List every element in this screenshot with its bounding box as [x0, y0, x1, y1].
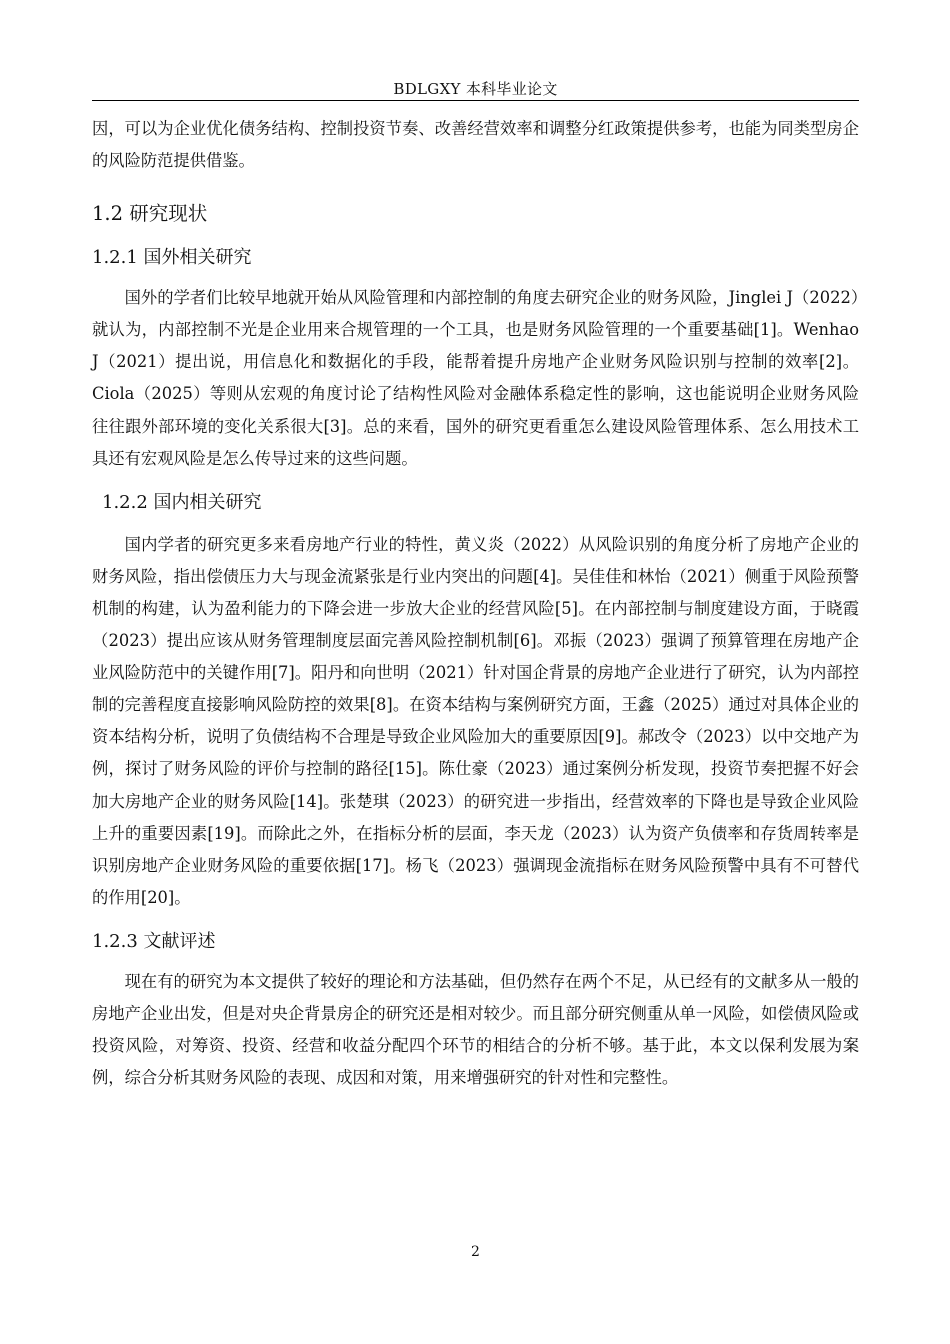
page-content [92, 113, 859, 1094]
subsection-heading-1-2-2: 1.2.2 国内相关研究 [102, 491, 262, 513]
page-number: 2 [471, 1244, 480, 1260]
paragraph-foreign-research: 国外的学者们比较早地就开始从风险管理和内部控制的角度去研究企业的财务风险，Jinglei J（2022）就认为，内部控制不光是企业用来合规管理的一个工具，也是财务风险管理的一个重要基础[1]。Wenhao J（2021）提出说，用信息化和数据化的手段，能帮着提升房地产企业财务风险识别与控制的效率[2]。Ciola（2025）等则从宏观的角度讨论了结构性风险对金融体系稳定性的影响，这也能说明企业财务风险往往跟外部环境的变化关系很大[3]。总的来看，国外的研究更看重怎么建设风险管理体系、怎么用技术工具还有宏观风险是怎么传导过来的这些问题。 [92, 288, 859, 468]
paragraph-literature-review: 现在有的研究为本文提供了较好的理论和方法基础，但仍然存在两个不足，从已经有的文献多从一般的房地产企业出发，但是对央企背景房企的研究还是相对较少。而且部分研究侧重从单一风险，如偿债风险或投资风险，对筹资、投资、经营和收益分配四个环节的相结合的分析不够。基于此，本文以保利发展为案例，综合分析其财务风险的表现、成因和对策，用来增强研究的针对性和完整性。 [92, 971, 859, 1088]
paragraph-continuation: 因，可以为企业优化债务结构、控制投资节奏、改善经营效率和调整分红政策提供参考，也能为同类型房企的风险防范提供借鉴。 [92, 119, 859, 171]
subsection-heading-1-2-1: 1.2.1 国外相关研究 [92, 247, 252, 269]
running-header: BDLGXY 本科毕业论文 [393, 80, 558, 98]
paragraph-domestic-research: 国内学者的研究更多来看房地产行业的特性，黄义炎（2022）从风险识别的角度分析了房地产企业的财务风险，指出偿债压力大与现金流紧张是行业内突出的问题[4]。吴佳佳和林怡（2021）侧重于风险预警机制的构建，认为盈利能力的下降会进一步放大企业的经营风险[5]。在内部控制与制度建设方面，于晓霞（2023）提出应该从财务管理制度层面完善风险控制机制[6]。邓振（2023）强调了预算管理在房地产企业风险防范中的关键作用[7]。阳丹和向世明（2021）针对国企背景的房地产企业进行了研究，认为内部控制的完善程度直接影响风险防控的效果[8]。在资本结构与案例研究方面，王鑫（2025）通过对具体企业的资本结构分析，说明了负债结构不合理是导致企业风险加大的重要原因[9]。郝改令（2023）以中交地产为例，探讨了财务风险的评价与控制的路径[15]。陈仕豪（2023）通过案例分析发现，投资节奏把握不好会加大房地产企业的财务风险[14]。张楚琪（2023）的研究进一步指出，经营效率的下降也是导致企业风险上升的重要因素[19]。而除此之外，在指标分析的层面，李天龙（2023）认为资产负债率和存货周转率是识别房地产企业财务风险的重要依据[17]。杨飞（2023）强调现金流指标在财务风险预警中具有不可替代的作用[20]。 [92, 534, 859, 907]
subsection-heading-1-2-3: 1.2.3 文献评述 [92, 930, 216, 952]
section-heading-1-2: 1.2 研究现状 [92, 202, 208, 226]
header-rule [92, 100, 859, 101]
